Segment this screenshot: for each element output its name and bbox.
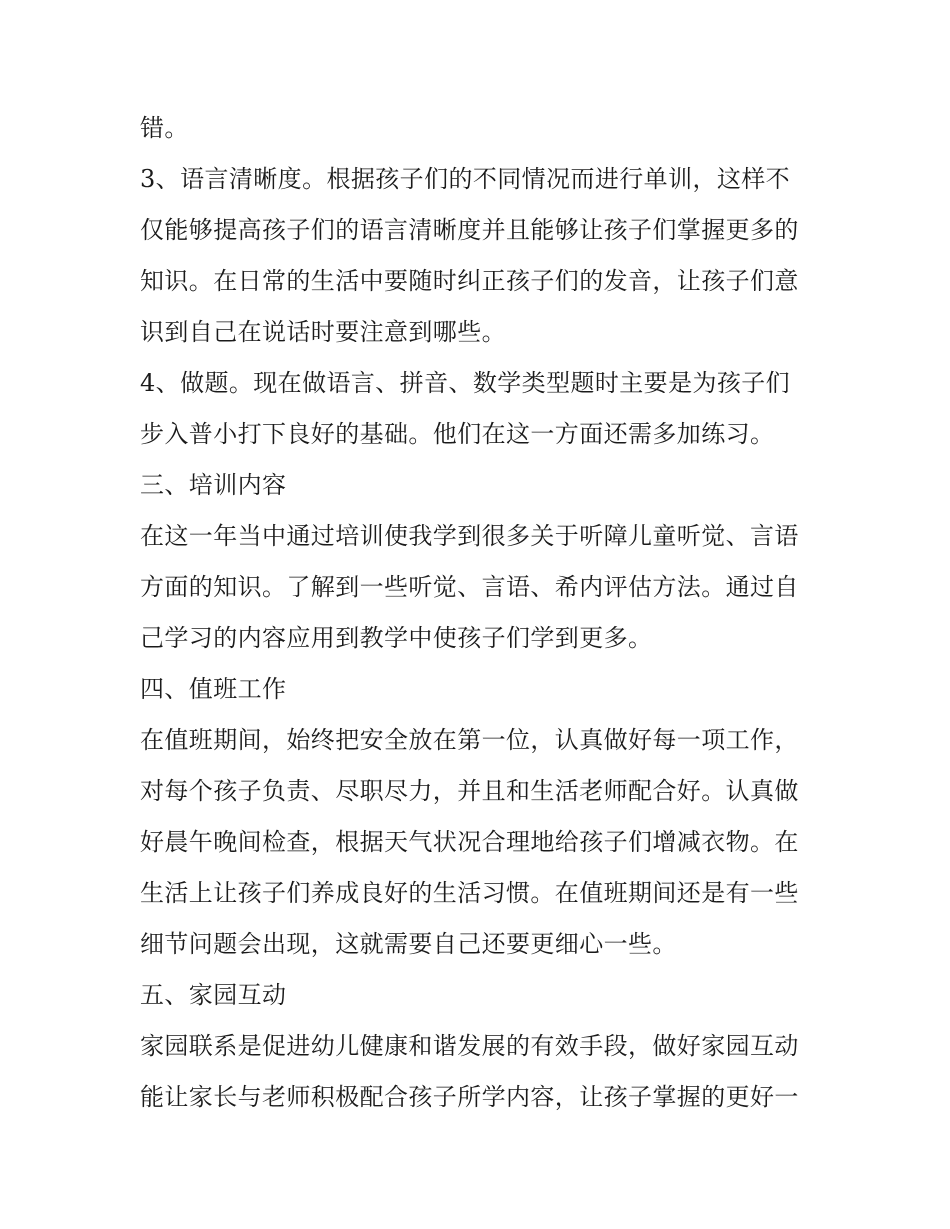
text-line: 识到自己在说话时要注意到哪些。: [140, 318, 506, 346]
section-heading: 五、家园互动: [140, 981, 287, 1009]
text-line: 对每个孩子负责、尽职尽力，并且和生活老师配合好。认真做: [140, 777, 799, 805]
text-line: 己学习的内容应用到教学中使孩子们学到更多。: [140, 624, 653, 652]
text-line: 步入普小打下良好的基础。他们在这一方面还需多加练习。: [140, 420, 775, 448]
text-line: 生活上让孩子们养成良好的生活习惯。在值班期间还是有一些: [140, 879, 799, 907]
text-line: 好晨午晚间检查，根据天气状况合理地给孩子们增减衣物。在: [140, 828, 799, 856]
text-line: 能让家长与老师积极配合孩子所学内容，让孩子掌握的更好一: [140, 1083, 799, 1111]
document-body: [140, 103, 830, 1123]
section-heading: 四、值班工作: [140, 675, 287, 703]
text-line: 错。: [140, 114, 189, 142]
text-line: 方面的知识。了解到一些听觉、言语、希内评估方法。通过自: [140, 573, 799, 601]
text-line: 细节问题会出现，这就需要自己还要更细心一些。: [140, 930, 677, 958]
text-line: 3、语言清晰度。根据孩子们的不同情况而进行单训，这样不: [140, 165, 791, 193]
text-line: 家园联系是促进幼儿健康和谐发展的有效手段，做好家园互动: [140, 1032, 799, 1060]
text-line: 在这一年当中通过培训使我学到很多关于听障儿童听觉、言语: [140, 522, 799, 550]
text-line: 知识。在日常的生活中要随时纠正孩子们的发音，让孩子们意: [140, 267, 799, 295]
text-line: 仅能够提高孩子们的语言清晰度并且能够让孩子们掌握更多的: [140, 216, 799, 244]
section-heading: 三、培训内容: [140, 471, 287, 499]
text-line: 4、做题。现在做语言、拼音、数学类型题时主要是为孩子们: [140, 369, 791, 397]
text-line: 在值班期间，始终把安全放在第一位，认真做好每一项工作，: [140, 726, 799, 754]
